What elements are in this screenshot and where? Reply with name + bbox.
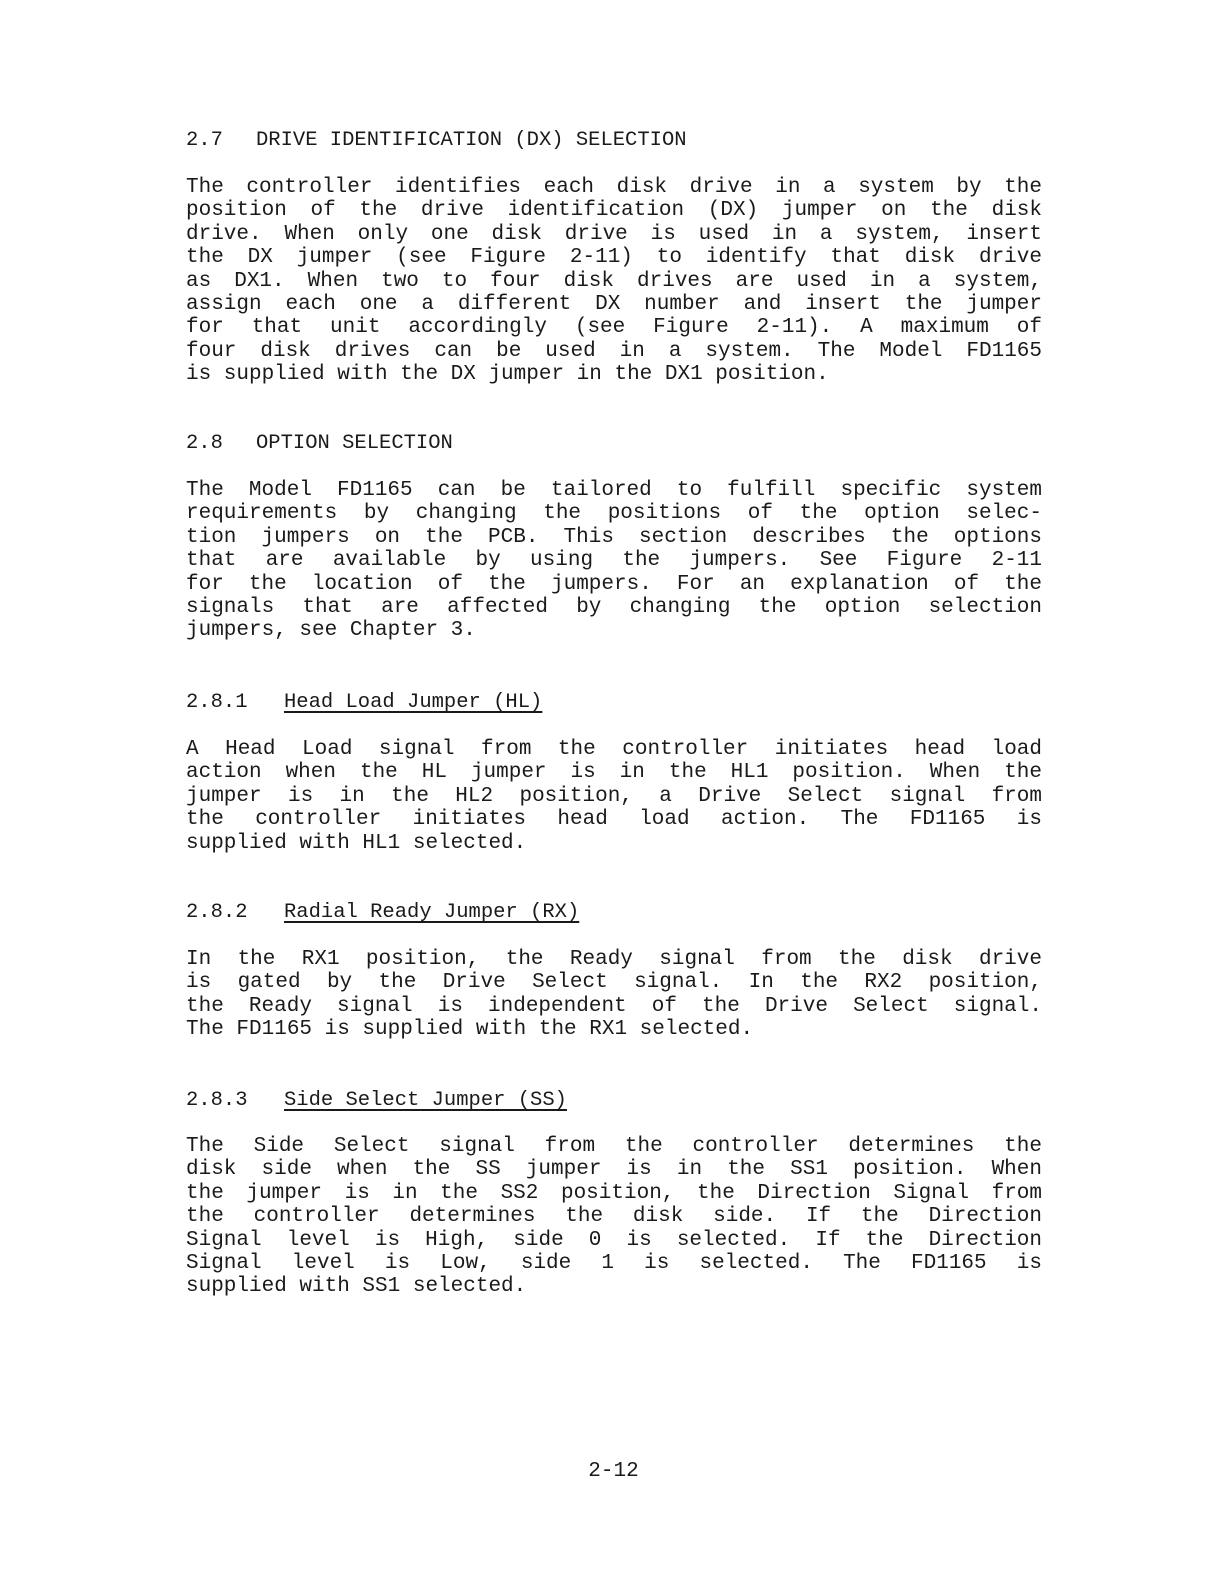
section-heading-2-8-2 xyxy=(186,901,579,925)
text-line: the Ready signal is independent of the Drive Select signal. xyxy=(186,994,1042,1018)
text-line: drive. When only one disk drive is used in a system, insert xyxy=(186,222,1042,246)
text-line: supplied with HL1 selected. xyxy=(186,831,527,855)
section-number: 2.8.1 xyxy=(186,691,248,714)
text-line: The FD1165 is supplied with the RX1 selected. xyxy=(186,1018,754,1042)
text-line: In the RX1 position, the Ready signal from the disk drive xyxy=(186,948,1042,971)
text-line: the controller determines the disk side. If the Direction xyxy=(186,1205,1042,1229)
section-heading-2-8-1 xyxy=(186,691,542,715)
text-line: the jumper is in the SS2 position, the Direction Signal from xyxy=(186,1181,1042,1205)
text-line: supplied with SS1 selected. xyxy=(186,1275,527,1299)
text-line: the DX jumper (see Figure 2-11) to identify that disk drive xyxy=(186,246,1042,270)
text-line: disk side when the SS jumper is in the SS1 position. When xyxy=(186,1158,1042,1182)
section-body-2-8-1 xyxy=(186,738,1042,855)
section-title: Side Select Jumper (SS) xyxy=(284,1089,567,1112)
text-line: for the location of the jumpers. For an explanation of the xyxy=(186,572,1042,596)
section-title: Radial Ready Jumper (RX) xyxy=(284,901,580,924)
text-line: jumper is in the HL2 position, a Drive Select signal from xyxy=(186,784,1042,808)
section-heading-2-7 xyxy=(186,129,687,153)
text-line: assign each one a different DX number and insert the jumper xyxy=(186,292,1042,316)
text-line: The controller identifies each disk drive in a system by the xyxy=(186,176,1042,199)
text-line: is supplied with the DX jumper in the DX1 position. xyxy=(186,363,829,387)
text-line: requirements by changing the positions of the option selec- xyxy=(186,502,1042,526)
text-line: jumpers, see Chapter 3. xyxy=(186,619,476,643)
text-line: action when the HL jumper is in the HL1 position. When the xyxy=(186,761,1042,785)
section-title: DRIVE IDENTIFICATION (DX) SELECTION xyxy=(256,129,687,152)
text-line: A Head Load signal from the controller initiates head load xyxy=(186,738,1042,761)
page-number: 2-12 xyxy=(588,1460,639,1483)
text-line: The Model FD1165 can be tailored to fulfill specific system xyxy=(186,479,1042,502)
text-line: tion jumpers on the PCB. This section describes the options xyxy=(186,525,1042,549)
section-heading-2-8-3 xyxy=(186,1089,567,1113)
section-body-2-7 xyxy=(186,176,1042,387)
text-line: The Side Select signal from the controller determines the xyxy=(186,1135,1042,1158)
section-body-2-8 xyxy=(186,479,1042,643)
section-number: 2.8.3 xyxy=(186,1089,248,1112)
text-line: is gated by the Drive Select signal. In the RX2 position, xyxy=(186,971,1042,995)
section-title: OPTION SELECTION xyxy=(256,432,453,455)
text-line: that are available by using the jumpers. See Figure 2-11 xyxy=(186,549,1042,573)
section-number: 2.8 xyxy=(186,432,223,455)
text-line: Signal level is High, side 0 is selected. If the Direction xyxy=(186,1228,1042,1252)
section-body-2-8-3 xyxy=(186,1135,1042,1299)
section-body-2-8-2 xyxy=(186,948,1042,1042)
text-line: as DX1. When two to four disk drives are used in a system, xyxy=(186,269,1042,293)
text-line: signals that are affected by changing the option selection xyxy=(186,595,1042,619)
text-line: the controller initiates head load action. The FD1165 is xyxy=(186,808,1042,832)
section-number: 2.7 xyxy=(186,129,223,152)
section-heading-2-8 xyxy=(186,432,453,456)
section-number: 2.8.2 xyxy=(186,901,248,924)
text-line: position of the drive identification (DX) jumper on the disk xyxy=(186,199,1042,223)
text-line: Signal level is Low, side 1 is selected. The FD1165 is xyxy=(186,1251,1042,1275)
text-line: four disk drives can be used in a system. The Model FD1165 xyxy=(186,339,1042,363)
text-line: for that unit accordingly (see Figure 2-11). A maximum of xyxy=(186,316,1042,340)
section-title: Head Load Jumper (HL) xyxy=(284,691,543,714)
